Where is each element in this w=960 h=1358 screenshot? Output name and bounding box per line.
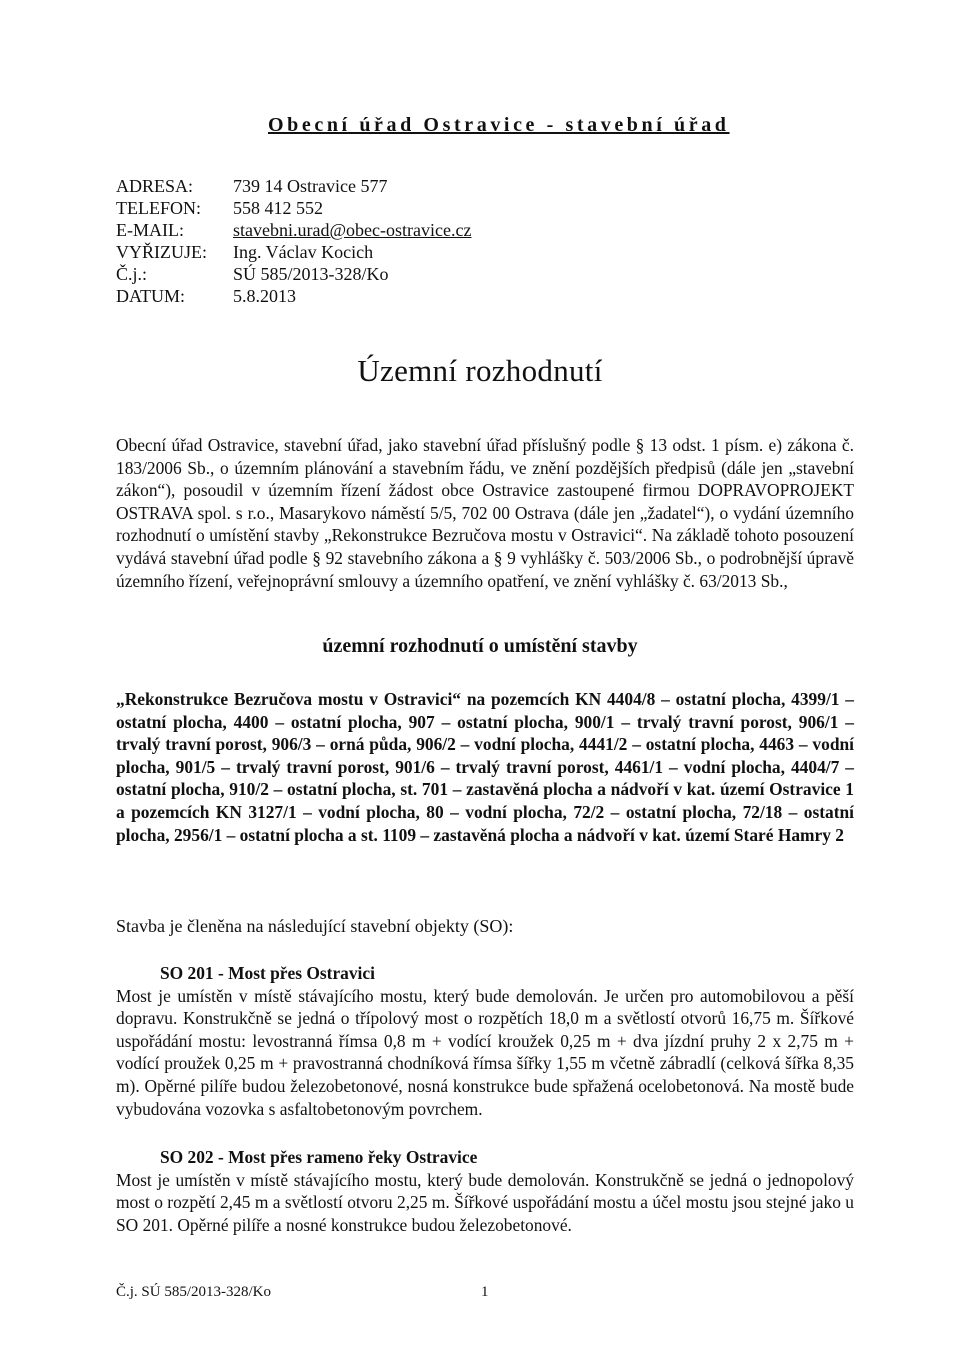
- info-label: E-MAIL:: [116, 220, 184, 240]
- section-heading: územní rozhodnutí o umístění stavby: [322, 635, 638, 657]
- info-row-handler: [116, 241, 471, 263]
- info-value: SÚ 585/2013-328/Ko: [233, 264, 389, 284]
- info-label: TELEFON:: [116, 198, 201, 218]
- info-label: VYŘIZUJE:: [116, 242, 207, 262]
- so-heading: SO 202 - Most přes rameno řeky Ostravice: [160, 1147, 478, 1167]
- info-row-date: [116, 285, 471, 307]
- so-item-201: [116, 962, 854, 1120]
- info-label: DATUM:: [116, 286, 186, 306]
- building-parcels-paragraph: „Rekonstrukce Bezručova mostu v Ostravici“ na pozemcích KN 4404/8 – ostatní plocha, 4399/1 – ostatní plocha, 4400 – ostatní plocha, 907 – ostatní plocha, 900/1 – trvalý travní porost, 906/1 – trvalý travní porost, 906/3 – orná půda, 906/2 – vodní plocha, 4441/2 – ostatní plocha, 4463 – vodní plocha, 901/5 – trvalý travní porost, 901/6 – trvalý travní porost, 4461/1 – vodní plocha, 4404/7 – ostatní plocha, 910/2 – ostatní plocha, st. 701 – zastavěná plocha a nádvoří v kat. území Ostravice 1 a pozemcích KN 3127/1 – vodní plocha, 80 – vodní plocha, 72/2 – ostatní plocha, 72/18 – ostatní plocha, 2956/1 – ostatní plocha a st. 1109 – zastavěná plocha a nádvoří v kat. území Staré Hamry 2: [116, 689, 854, 845]
- decision-body-paragraph: Obecní úřad Ostravice, stavební úřad, jako stavební úřad příslušný podle § 13 odst. 1 písm. e) zákona č. 183/2006 Sb., o územním plánování a stavebním řádu, ve znění pozdějších předpisů (dále jen „stavební zákon“), posoudil v územním řízení žádost obce Ostravice zastoupené firmou DOPRAVOPROJEKT OSTRAVA spol. s r.o., Masarykovo náměstí 5/5, 702 00 Ostrava (dále jen „žadatel“), o vydání územního rozhodnutí o umístění stavby „Rekonstrukce Bezručova mostu v Ostravici“. Na základě tohoto posouzení vydává stavební úřad podle § 92 stavebního zákona a § 9 vyhlášky č. 503/2006 Sb., o podrobnější úpravě územního řízení, veřejnoprávní smlouvy a územního opatření, ve znění vyhlášky č. 63/2013 Sb.,: [116, 435, 854, 591]
- so-description: Most je umístěn v místě stávajícího mostu, který bude demolován. Konstrukčně se jedná o jednopolový most o rozpětí 2,45 m a světlostí otvoru 2,25 m. Šířkové uspořádání mostu a účel mostu jsou stejné jako u SO 201. Opěrné pilíře a nosné konstrukce budou železobetonové.: [116, 1169, 854, 1235]
- info-row-phone: [116, 197, 471, 219]
- so-description: Most je umístěn v místě stávajícího mostu, který bude demolován. Je určen pro automobilovou a pěší dopravu. Konstrukčně se jedná o třípolový most o rozpětích 18,0 m a světlostí otvorů 16,75 m. Šířkové uspořádání mostu: levostranná římsa 0,8 m + vodící kroužek 0,25 m + dva jízdní pruhy 2 x 2,75 m + vodící proužek 0,25 m + pravostranná chodníková římsa šířky 1,55 m včetně zábradlí (celková šířka 8,35 m). Opěrné pilíře budou železobetonové, nosná konstrukce bude spřažená ocelobetonová. Na mostě bude vybudována vozovka s asfaltobetonovým povrchem.: [116, 985, 854, 1119]
- document-title: Územní rozhodnutí: [357, 353, 603, 388]
- info-value: 5.8.2013: [233, 286, 296, 306]
- email-link[interactable]: stavebni.urad@obec-ostravice.cz: [233, 220, 472, 240]
- info-label: Č.j.:: [116, 264, 148, 284]
- info-row-email: [116, 219, 471, 241]
- page-number: 1: [481, 1284, 489, 1300]
- footer-reference: Č.j. SÚ 585/2013-328/Ko: [116, 1284, 272, 1300]
- info-value: 558 412 552: [233, 198, 323, 218]
- so-item-202: [116, 1146, 854, 1236]
- info-row-reference: [116, 263, 471, 285]
- info-row-address: [116, 175, 471, 197]
- info-value: 739 14 Ostravice 577: [233, 176, 388, 196]
- so-heading: SO 201 - Most přes Ostravici: [160, 963, 375, 983]
- objects-intro: Stavba je členěna na následující stavební objekty (SO):: [116, 916, 514, 936]
- info-label: ADRESA:: [116, 176, 194, 196]
- contact-info-block: [116, 175, 471, 307]
- office-header-title: Obecní úřad Ostravice - stavební úřad: [268, 114, 730, 136]
- info-value: Ing. Václav Kocich: [233, 242, 374, 262]
